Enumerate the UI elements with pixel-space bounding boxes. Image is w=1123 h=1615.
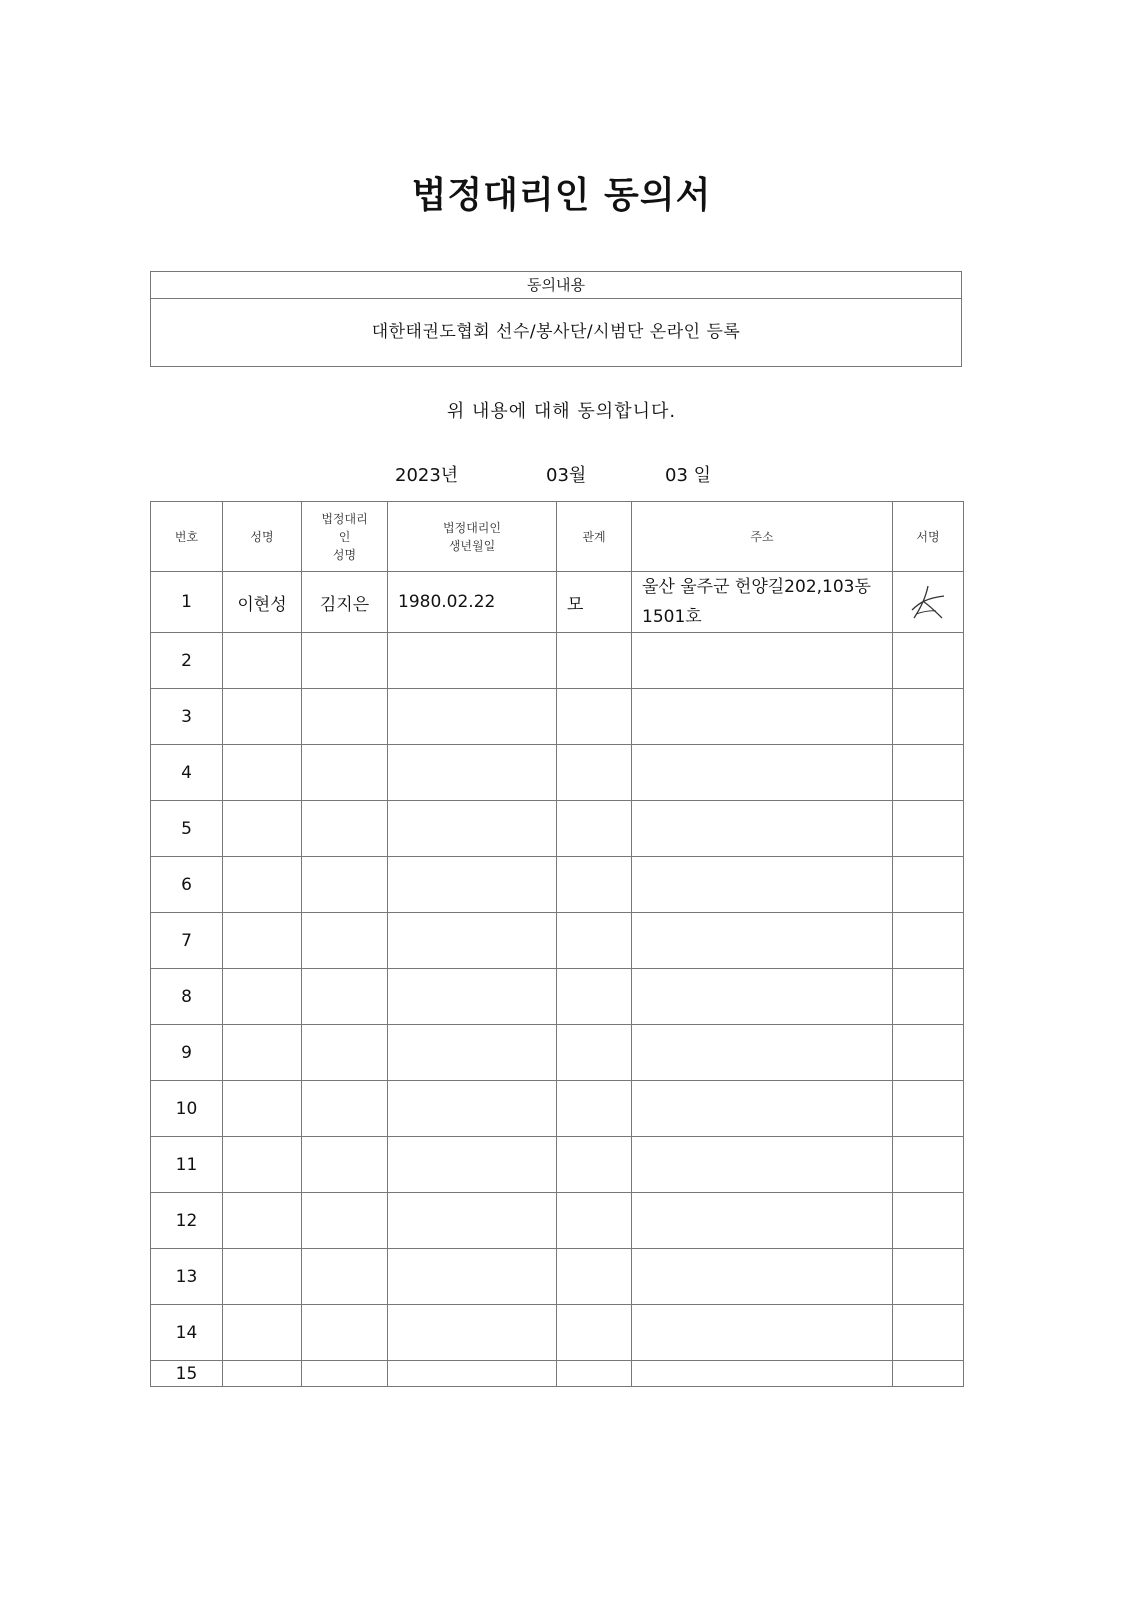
cell-guardian-birth: [388, 1249, 557, 1305]
cell-no: 12: [151, 1193, 223, 1249]
cell-guardian-birth: [388, 1305, 557, 1361]
cell-guardian-name: [302, 1081, 388, 1137]
cell-guardian-name: [302, 913, 388, 969]
cell-signature: [893, 689, 964, 745]
guardian-roster-table: [150, 501, 964, 1387]
header-no: 번호: [151, 502, 223, 572]
table-row: [151, 969, 964, 1025]
cell-relation: [557, 689, 632, 745]
table-row: [151, 1305, 964, 1361]
cell-guardian-name: 김지은: [302, 572, 388, 633]
cell-relation: [557, 1025, 632, 1081]
cell-signature: [893, 969, 964, 1025]
cell-address: [632, 745, 893, 801]
cell-guardian-birth: [388, 1193, 557, 1249]
cell-no: 13: [151, 1249, 223, 1305]
table-row: [151, 572, 964, 633]
cell-address: [632, 1193, 893, 1249]
cell-signature: [893, 913, 964, 969]
table-row: [151, 913, 964, 969]
cell-name: [223, 1305, 302, 1361]
cell-guardian-birth: [388, 857, 557, 913]
cell-name: [223, 633, 302, 689]
cell-signature: [893, 1361, 964, 1387]
header-address: 주소: [632, 502, 893, 572]
table-row: [151, 1361, 964, 1387]
cell-signature: [893, 745, 964, 801]
cell-signature: [893, 1305, 964, 1361]
cell-address: [632, 1137, 893, 1193]
cell-guardian-birth: [388, 1081, 557, 1137]
cell-signature: [893, 1137, 964, 1193]
cell-relation: 모: [557, 572, 632, 633]
cell-guardian-name: [302, 1137, 388, 1193]
header-guardian-name: [302, 502, 388, 572]
cell-signature: [893, 1249, 964, 1305]
table-row: [151, 1025, 964, 1081]
consent-content-box: [150, 271, 962, 367]
cell-no: 4: [151, 745, 223, 801]
agree-statement: 위 내용에 대해 동의합니다.: [446, 401, 677, 422]
table-row: [151, 1193, 964, 1249]
cell-address: 울산 울주군 헌양길202,103동 1501호: [632, 572, 893, 633]
table-row: [151, 745, 964, 801]
cell-signature: [893, 801, 964, 857]
cell-name: [223, 745, 302, 801]
cell-guardian-name: [302, 1193, 388, 1249]
cell-relation: [557, 801, 632, 857]
consent-header: 동의내용: [151, 272, 961, 299]
cell-relation: [557, 745, 632, 801]
cell-no: 1: [151, 572, 223, 633]
cell-guardian-birth: [388, 1137, 557, 1193]
cell-guardian-birth: [388, 913, 557, 969]
cell-guardian-birth: [388, 801, 557, 857]
cell-address: [632, 633, 893, 689]
cell-address: [632, 913, 893, 969]
cell-no: 9: [151, 1025, 223, 1081]
cell-guardian-name: [302, 1025, 388, 1081]
cell-relation: [557, 1305, 632, 1361]
cell-guardian-name: [302, 1305, 388, 1361]
cell-address: [632, 1081, 893, 1137]
cell-relation: [557, 1361, 632, 1387]
cell-address: [632, 969, 893, 1025]
cell-relation: [557, 913, 632, 969]
date-year: 2023년: [395, 465, 459, 486]
cell-name: [223, 689, 302, 745]
date-day: 03 일: [665, 465, 712, 486]
cell-address: [632, 857, 893, 913]
header-relation: 관계: [557, 502, 632, 572]
table-row: [151, 689, 964, 745]
table-row: [151, 1137, 964, 1193]
handwritten-signature: [906, 580, 950, 624]
cell-name: [223, 1249, 302, 1305]
cell-relation: [557, 1081, 632, 1137]
document-title: 법정대리인 동의서: [411, 175, 712, 216]
header-guardian-name-line2: 인: [338, 529, 351, 544]
cell-signature: [893, 1025, 964, 1081]
cell-no: 7: [151, 913, 223, 969]
cell-guardian-name: [302, 801, 388, 857]
consent-text: 대한태권도협회 선수/봉사단/시범단 온라인 등록: [371, 322, 741, 342]
cell-no: 6: [151, 857, 223, 913]
cell-guardian-name: [302, 689, 388, 745]
cell-guardian-name: [302, 1361, 388, 1387]
cell-relation: [557, 1193, 632, 1249]
cell-no: 3: [151, 689, 223, 745]
cell-no: 14: [151, 1305, 223, 1361]
cell-address: [632, 1305, 893, 1361]
table-row: [151, 1081, 964, 1137]
cell-name: [223, 1193, 302, 1249]
cell-name: 이현성: [223, 572, 302, 633]
cell-guardian-birth: [388, 1361, 557, 1387]
cell-relation: [557, 969, 632, 1025]
cell-no: 8: [151, 969, 223, 1025]
cell-guardian-name: [302, 633, 388, 689]
cell-name: [223, 857, 302, 913]
cell-address: [632, 801, 893, 857]
cell-name: [223, 969, 302, 1025]
cell-guardian-birth: [388, 745, 557, 801]
cell-name: [223, 913, 302, 969]
table-header-row: [151, 502, 964, 572]
header-signature: 서명: [893, 502, 964, 572]
cell-name: [223, 1137, 302, 1193]
cell-signature: [893, 1193, 964, 1249]
cell-signature: [893, 1081, 964, 1137]
table-row: [151, 801, 964, 857]
cell-guardian-name: [302, 745, 388, 801]
cell-signature: [893, 857, 964, 913]
cell-name: [223, 1081, 302, 1137]
cell-address: [632, 1361, 893, 1387]
cell-no: 15: [151, 1361, 223, 1387]
cell-address: [632, 1249, 893, 1305]
cell-guardian-birth: [388, 689, 557, 745]
header-guardian-name-line3: 성명: [332, 547, 357, 562]
cell-no: 11: [151, 1137, 223, 1193]
cell-relation: [557, 1137, 632, 1193]
cell-relation: [557, 1249, 632, 1305]
cell-relation: [557, 857, 632, 913]
cell-guardian-birth: [388, 633, 557, 689]
cell-name: [223, 1025, 302, 1081]
date-month: 03월: [546, 465, 587, 486]
cell-no: 5: [151, 801, 223, 857]
table-row: [151, 857, 964, 913]
header-guardian-name-line1: 법정대리: [321, 511, 368, 526]
cell-address: [632, 1025, 893, 1081]
cell-guardian-birth: [388, 969, 557, 1025]
header-name: 성명: [223, 502, 302, 572]
cell-signature: [893, 572, 964, 633]
cell-guardian-name: [302, 969, 388, 1025]
cell-guardian-birth: 1980.02.22: [388, 572, 557, 633]
header-guardian-birth-line2: 생년월일: [448, 538, 496, 553]
cell-guardian-name: [302, 857, 388, 913]
cell-no: 10: [151, 1081, 223, 1137]
cell-guardian-name: [302, 1249, 388, 1305]
cell-address: [632, 689, 893, 745]
header-guardian-birth-line1: 법정대리인: [443, 520, 501, 535]
cell-relation: [557, 633, 632, 689]
cell-name: [223, 1361, 302, 1387]
cell-no: 2: [151, 633, 223, 689]
cell-guardian-birth: [388, 1025, 557, 1081]
table-row: [151, 1249, 964, 1305]
cell-name: [223, 801, 302, 857]
header-guardian-birth: [388, 502, 557, 572]
table-row: [151, 633, 964, 689]
cell-signature: [893, 633, 964, 689]
